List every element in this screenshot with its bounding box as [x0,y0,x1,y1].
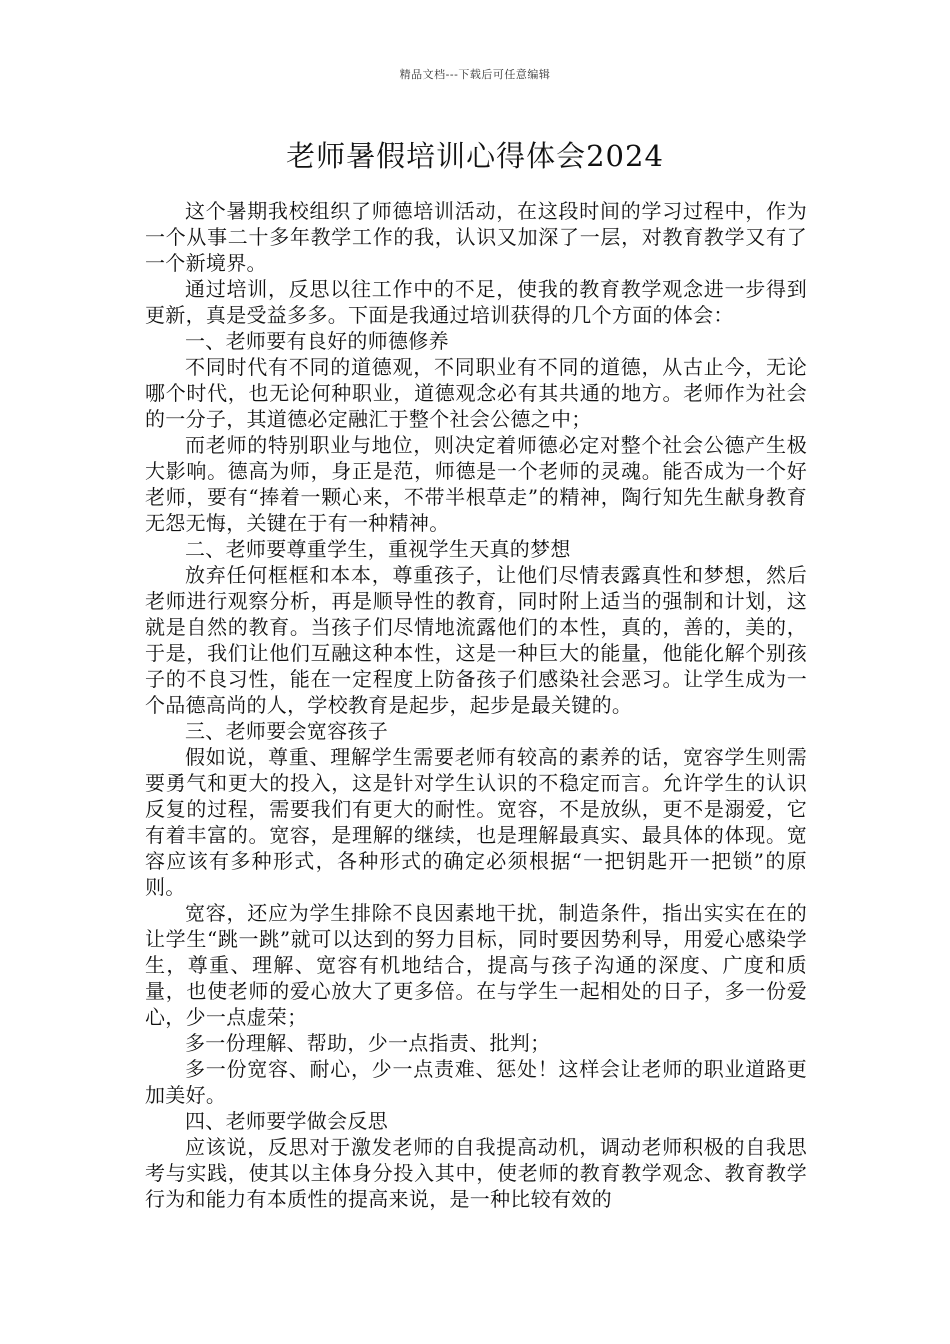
section-heading: 二、老师要尊重学生，重视学生天真的梦想 [185,537,571,561]
paragraph: 这个暑期我校组织了师德培训活动，在这段时间的学习过程中，作为一个从事二十多年教学工作的我，认识又加深了一层，对教育教学又有了一个新境界。 [145,199,807,275]
paragraph: 假如说，尊重、理解学生需要老师有较高的素养的话，宽容学生则需要勇气和更大的投入，这是针对学生认识的不稳定而言。允许学生的认识反复的过程，需要我们有更大的耐性。宽容，不是放纵，更不是溺爱，它有着丰富的。宽容，是理解的继续，也是理解最真实、最具体的体现。宽容应该有多种形式，各种形式的确定必须根据“一把钥匙开一把锁”的原则。 [145,745,807,899]
paragraph: 多一份理解、帮助，少一点指责、批判； [185,1031,551,1055]
header-note: 精品文档---下载后可任意编辑 [399,68,551,81]
section-heading: 一、老师要有良好的师德修养 [185,329,449,353]
paragraph: 宽容，还应为学生排除不良因素地干扰，制造条件，指出实实在在的让学生“跳一跳”就可以达到的努力目标，同时要因势利导，用爱心感染学生，尊重、理解、宽容有机地结合，提高与孩子沟通的深度、广度和质量，也使老师的爱心放大了更多倍。在与学生一起相处的日子，多一份爱心，少一点虚荣； [145,901,807,1029]
paragraph: 放弃任何框框和本本，尊重孩子，让他们尽情表露真性和梦想，然后老师进行观察分析，再是顺导性的教育，同时附上适当的强制和计划，这就是自然的教育。当孩子们尽情地流露他们的本性，真的，善的，美的，于是，我们让他们互融这种本性，这是一种巨大的能量，他能化解个别孩子的不良习性，能在一定程度上防备孩子们感染社会恶习。让学生成为一个品德高尚的人，学校教育是起步，起步是最关键的。 [145,563,807,717]
paragraph: 应该说，反思对于激发老师的自我提高动机，调动老师积极的自我思考与实践，使其以主体身分投入其中，使老师的教育教学观念、教育教学行为和能力有本质性的提高来说，是一种比较有效的 [145,1135,807,1211]
document-body [145,198,807,1212]
paragraph: 而老师的特别职业与地位，则决定着师德必定对整个社会公德产生极大影响。德高为师，身正是范，师德是一个老师的灵魂。能否成为一个好老师，要有“捧着一颗心来，不带半根草走”的精神，陶行知先生献身教育无怨无悔，关键在于有一种精神。 [145,433,807,535]
section-heading: 三、老师要会宽容孩子 [185,719,388,743]
paragraph: 通过培训，反思以往工作中的不足，使我的教育教学观念进一步得到更新，真是受益多多。下面是我通过培训获得的几个方面的体会： [145,277,807,327]
document-title: 老师暑假培训心得体会2024 [286,139,664,173]
paragraph: 多一份宽容、耐心，少一点责难、惩处！这样会让老师的职业道路更加美好。 [145,1057,807,1107]
paragraph: 不同时代有不同的道德观，不同职业有不同的道德，从古止今，无论哪个时代，也无论何种职业，道德观念必有其共通的地方。老师作为社会的一分子，其道德必定融汇于整个社会公德之中； [145,355,807,431]
section-heading: 四、老师要学做会反思 [185,1109,388,1133]
